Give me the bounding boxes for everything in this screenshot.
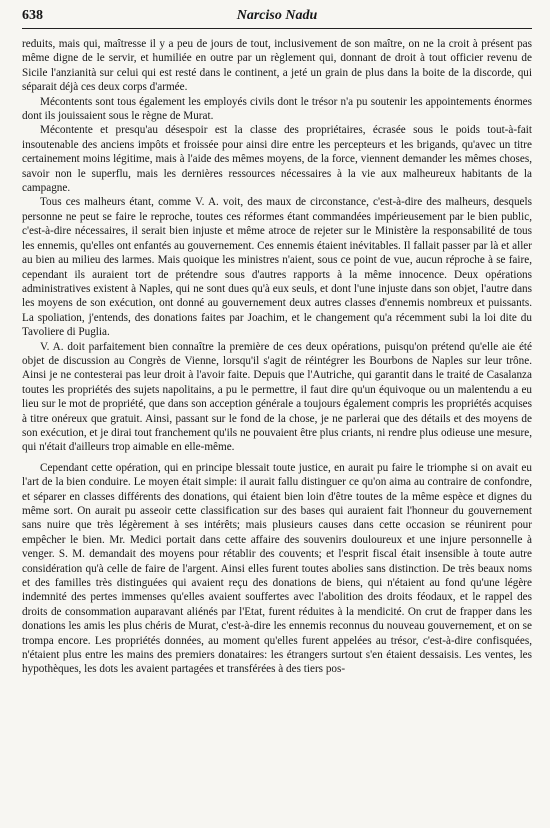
paragraph: Tous ces malheurs étant, comme V. A. voit, des maux de circonstance, c'est-à-dire des malheurs, desquels personne ne peut se faire le reproche, toutes ces réformes étant commandées impérieusement par le bien public, c'est-à-dire nécessaires, il serait bien injuste et même atroce de rejeter sur le Ministère la responsabilité de tous les ennemis, qu'elles ont enfantés au gouvernement. Ces ennemis étaient inévitables. Il fallait passer par là et aller au bien au milieu des larmes. Mais quoique les ministres n'aient, sous ce point de vue, aucun réproche à se faire, cependant ils auraient tort de prétendre sous d'autres rapports à la même innocence. Deux opérations administratives existent à Naples, qui ne sont dues qu'à eux seuls, et dont l'une injuste dans son objet, l'autre dans les moyens de son exécution, ont donné au gouvernement deux autres classes d'ennemis nombreux et puissants. La spoliation, j'entends, des donations faites par Joachim, et le changement qu'a récemment subi la loi dite du Tavoliere di Puglia.: [22, 196, 532, 339]
paragraph: reduits, mais qui, maîtresse il y a peu de jours de tout, inclusivement de son maître, on ne la croit à présent pas même digne de le servir, et humiliée en outre par un règlement qui, donnant de droit à tout officier revenu de Sicile l'anzianità sur celui qui est resté dans le continent, a jeté un grain de plus dans la boite de la discorde, qui séparait déjà ces deux corps d'armée.: [22, 38, 532, 94]
page-header: [22, 6, 532, 29]
paragraph: Mécontents sont tous également les employés civils dont le trésor n'a pu soutenir les appointements énormes dont ils jouissaient sous le règne de Murat.: [22, 95, 532, 123]
paragraph: Mécontente et presqu'au désespoir est la classe des propriétaires, écrasée sous le poids tout-à-fait insoutenable des anciens impôts et froissée pour ainsi dire entre les percepteurs et les brigands, qu'avec un titre certainement moins légitime, mais à l'aide des mêmes moyens, de la force, viennent demander les mêmes choses, savoir non le superflu, mais les dernières ressources nécessaires à la vie aux malheureux habitants de la campagne.: [22, 124, 532, 195]
running-title: Narciso Nadu: [236, 8, 318, 23]
paragraph: Cependant cette opération, qui en principe blessait toute justice, en aurait pu faire le triomphe si on avait eu l'art de la bien conduire. Le moyen était simple: il aurait fallu distinguer ce qu'on aima au contraire de confondre, et séparer en classes différents des donations, qui étaient bien loin d'être toutes de la même espèce et dignes du même sort. On aurait pu asseoir cette classification sur des bases qui auraient fait l'honneur du gouvernement sans nuire que très légèrement à ses intérêts; mais plusieurs causes dans cette occasion se réunirent pour empêcher le bien. Mr. Medici portait dans cette affaire des souvenirs douloureux et une injure personnelle à venger. S. M. demandait des moyens pour rétablir des couvents; et l'esprit fiscal était insensible à toute autre considération qu'à celle de faire de l'argent. Ainsi elles furent toutes abolies sans distinction. De très beaux noms et des familles très distinguées qui avaient reçu des donations de biens, qui n'étaient au fond qu'une légère indemnité des pertes immenses qu'elles avaient souffertes avec l'abolition des droits féodaux, et le rappel des droits de consommation auparavant aliénés par l'Etat, furent réduites à la mendicité. On crut de frapper dans les donations les amis les plus chéris de Murat, c'est-à-dire les ennemis reconnus du nouveau gouvernement, et on se trompa encore. Les propriétés données, au moment qu'elles furent appelées au trésor, c'est-à-dire confisquées, n'étaient plus entre les mains des premiers donataires: les étrangers surtout s'en étaient dessaisis. Les ventes, les hypothèques, les dots les avaient partagées et transférées à des tiers pos-: [22, 461, 532, 676]
body-text: [22, 37, 532, 677]
page-number: 638: [22, 8, 43, 23]
paragraph: V. A. doit parfaitement bien connaître la première de ces deux opérations, puisqu'on prétend qu'elle aie été objet de discussion au Congrès de Vienne, lorsqu'il s'agit de réintégrer les Bourbons de Naples sur leur trône. Ainsi je ne contesterai pas leur droit à l'avoir faite. Depuis que l'Autriche, qui garantit dans le traité de Casalanza toutes les propriétés des sujets napolitains, a pu le permettre, il faut dire qu'un équivoque ou un malentendu a eu lieu sur le mot de propriété, que dans son acception générale a toujours également compris les propriétés acquises à titre onéreux que gratuit. Ainsi, passant sur le fond de la chose, je ne parlerai que des détails et des moyens de son exécution, et je dirai tout franchement qu'ils ne pouvaient être plus criants, ni rendre plus odieuse une mesure, qui n'était d'ailleurs trop aimable en elle-même.: [22, 340, 532, 454]
